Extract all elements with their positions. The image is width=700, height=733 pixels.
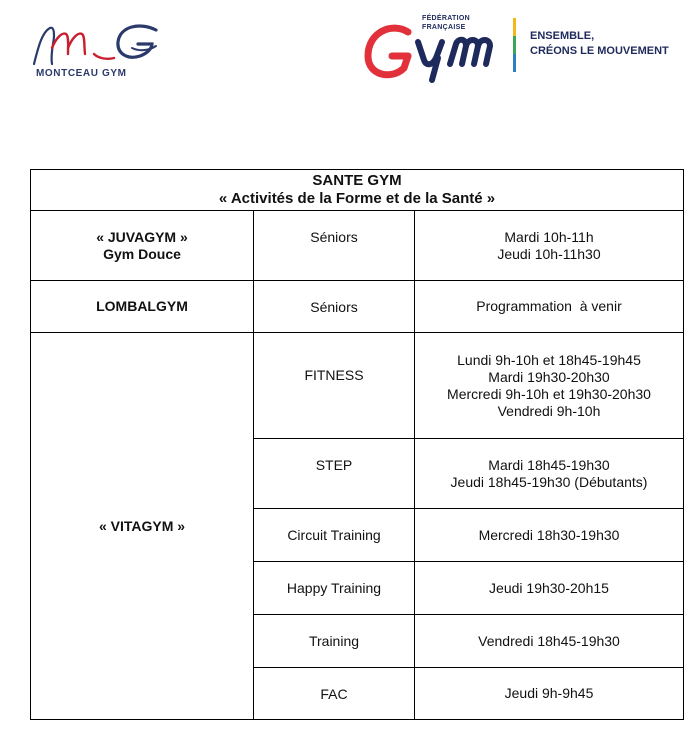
time-slot: Vendredi 9h-10h (497, 402, 601, 419)
slogan-line-1: ENSEMBLE, (530, 30, 595, 42)
program-lombalgym (31, 281, 254, 333)
time-slot: Programmation à venir (476, 298, 622, 314)
montceau-gym-logo (28, 18, 173, 84)
activity-name: FITNESS (254, 333, 415, 439)
table-title-row (31, 170, 684, 211)
activity-times (415, 281, 684, 333)
table-row (31, 281, 684, 333)
montceau-gym-logo-icon (28, 18, 173, 70)
activity-times (415, 211, 684, 281)
time-slot: Jeudi 10h-11h30 (497, 246, 601, 262)
time-slot: Vendredi 18h45-19h30 (478, 632, 620, 649)
activity-times (415, 509, 684, 562)
federation-line-1: FÉDÉRATION (422, 15, 470, 22)
activity-name: Circuit Training (254, 509, 415, 562)
time-slot: Mardi 18h45-19h30 (488, 457, 610, 473)
table-title (31, 170, 684, 211)
schedule-table (30, 169, 684, 720)
time-slot: Jeudi 19h30-20h15 (489, 579, 609, 596)
table-row (31, 211, 684, 281)
program-name: « JUVAGYM » (96, 228, 188, 245)
time-slot: Mardi 10h-11h (504, 229, 594, 245)
club-name: MONTCEAU GYM (36, 68, 127, 79)
time-slot: Jeudi 9h-9h45 (504, 685, 594, 701)
time-slot: Mercredi 9h-10h et 19h30-20h30 (447, 385, 651, 402)
time-slot: Lundi 9h-10h et 18h45-19h45 (457, 351, 641, 368)
federation-gym-logo (362, 12, 692, 84)
program-name: LOMBALGYM (96, 298, 188, 314)
time-slot: Jeudi 18h45-19h30 (Débutants) (450, 474, 648, 490)
program-name: « VITAGYM » (98, 517, 186, 534)
activity-name: FAC (254, 668, 415, 720)
activity-times (415, 668, 684, 720)
program-juvagym (31, 211, 254, 281)
federation-line-2: FRANÇAISE (422, 24, 466, 31)
slogan-line-2: CRÉONS LE MOUVEMENT (530, 45, 669, 57)
table-title-line-1: SANTE GYM (312, 172, 402, 189)
activity-name: Séniors (254, 211, 415, 281)
program-vitagym (31, 333, 254, 720)
activity-times (415, 439, 684, 509)
color-divider (513, 18, 516, 72)
time-slot: Mardi 19h30-20h30 (488, 368, 610, 385)
program-subtitle: Gym Douce (103, 245, 181, 262)
activity-times (415, 615, 684, 668)
activity-times (415, 333, 684, 439)
table-title-line-2: « Activités de la Forme et de la Santé » (218, 190, 496, 207)
table-row (31, 333, 684, 439)
activity-name: Happy Training (254, 562, 415, 615)
activity-name: Training (254, 615, 415, 668)
time-slot: Mercredi 18h30-19h30 (478, 526, 620, 543)
activity-name: Séniors (254, 281, 415, 333)
activity-times (415, 562, 684, 615)
activity-name: STEP (254, 439, 415, 509)
